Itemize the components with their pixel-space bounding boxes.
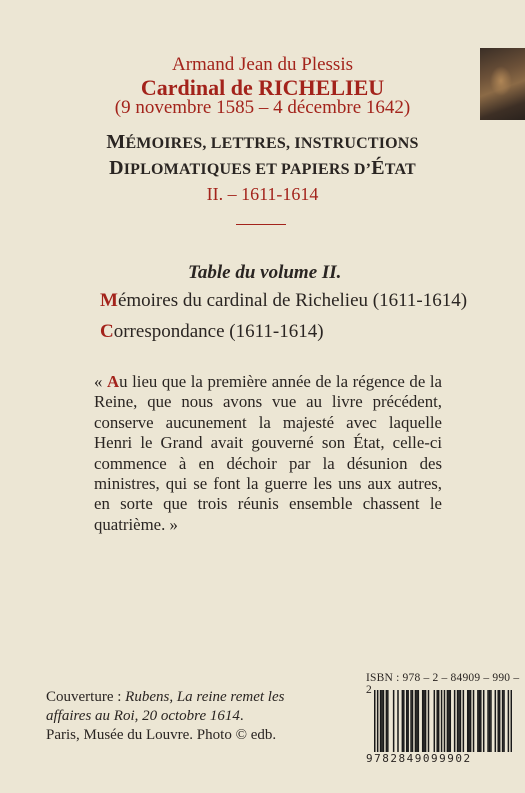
barcode-bar: [454, 690, 456, 752]
barcode-bar: [448, 690, 450, 752]
barcode-bar: [480, 690, 482, 752]
barcode-bar: [387, 690, 389, 752]
barcode-bar: [450, 690, 452, 752]
barcode-bar: [458, 690, 460, 752]
barcode-bar: [497, 690, 499, 752]
barcode-bar: [502, 690, 504, 752]
barcode-bar: [386, 690, 388, 752]
barcode-bar: [487, 690, 489, 752]
barcode: [374, 690, 512, 752]
cover-credits: Couverture : Rubens, La reine remet les affaires au Roi, 20 octobre 1614. Paris, Musée du Louvre. Photo © edb.: [46, 689, 285, 743]
barcode-bar: [503, 690, 505, 752]
barcode-bar: [423, 690, 425, 752]
barcode-bar: [483, 690, 485, 752]
barcode-bar: [457, 690, 459, 752]
barcode-bar: [380, 690, 382, 752]
barcode-bar: [499, 690, 501, 752]
barcode-bar: [412, 690, 414, 752]
barcode-bar: [511, 690, 512, 752]
barcode-bar: [508, 690, 510, 752]
excerpt-quote: « Au lieu que la première année de la régence de la Reine, que nous avons vue au livre précédent, conserve aucunement la majesté avec laquelle Henri le Grand avait gouverné son État, celle-ci commence à en déchoir par la désunion des ministres, qui se font la guerre les uns aux autres, en sorte que trois réunis ensemble chassent le quatrième. »: [94, 372, 442, 534]
barcode-bar: [444, 690, 446, 752]
work-title: [0, 130, 525, 182]
barcode-bar: [410, 690, 412, 752]
author-name: Armand Jean du Plessis: [171, 54, 353, 75]
barcode-bar: [477, 690, 479, 752]
barcode-bar: [422, 690, 424, 752]
barcode-bar: [397, 690, 399, 752]
barcode-bar: [377, 690, 379, 752]
barcode-bar: [383, 690, 385, 752]
barcode-bar: [415, 690, 417, 752]
barcode-bar: [418, 690, 420, 752]
barcode-bar: [473, 690, 475, 752]
barcode-bar: [374, 690, 376, 752]
barcode-bar: [438, 690, 440, 752]
work-title-line-1: MÉMOIRES, LETTRES, INSTRUCTIONS: [106, 131, 419, 153]
barcode-bar: [406, 690, 408, 752]
barcode-bar: [425, 690, 427, 752]
barcode-bar: [428, 690, 430, 752]
barcode-bar: [436, 690, 438, 752]
barcode-bar: [416, 690, 418, 752]
volume-label: II. – 1611-1614: [206, 184, 319, 204]
barcode-bar: [495, 690, 497, 752]
barcode-bar: [479, 690, 481, 752]
toc-item-memoires: Mémoires du cardinal de Richelieu (1611-1614): [100, 290, 468, 311]
divider-rule: [236, 224, 286, 225]
author-dates: (9 novembre 1585 – 4 décembre 1642): [114, 97, 411, 118]
barcode-bar: [402, 690, 404, 752]
work-title-line-2: DIPLOMATIQUES ET PAPIERS D’ÉTAT: [109, 157, 416, 179]
barcode-bar: [441, 690, 443, 752]
toc-item-correspondance: Correspondance (1611-1614): [100, 321, 324, 342]
barcode-bar: [490, 690, 492, 752]
barcode-bar: [489, 690, 491, 752]
barcode-bar: [460, 690, 462, 752]
barcode-bar: [403, 690, 405, 752]
barcode-bar: [381, 690, 383, 752]
barcode-bar: [447, 690, 449, 752]
barcode-bar: [467, 690, 469, 752]
author-title: Cardinal de RICHELIEU: [140, 75, 385, 100]
barcode-bar: [463, 690, 465, 752]
barcode-bar: [407, 690, 409, 752]
barcode-digits: 9782849099902: [366, 752, 472, 765]
barcode-bar: [470, 690, 472, 752]
toc-heading: Table du volume II.: [188, 262, 342, 283]
barcode-bar: [468, 690, 470, 752]
barcode-bar: [393, 690, 395, 752]
barcode-bar: [434, 690, 436, 752]
isbn-label: ISBN : 978 – 2 – 84909 – 990 – 2: [366, 672, 520, 696]
